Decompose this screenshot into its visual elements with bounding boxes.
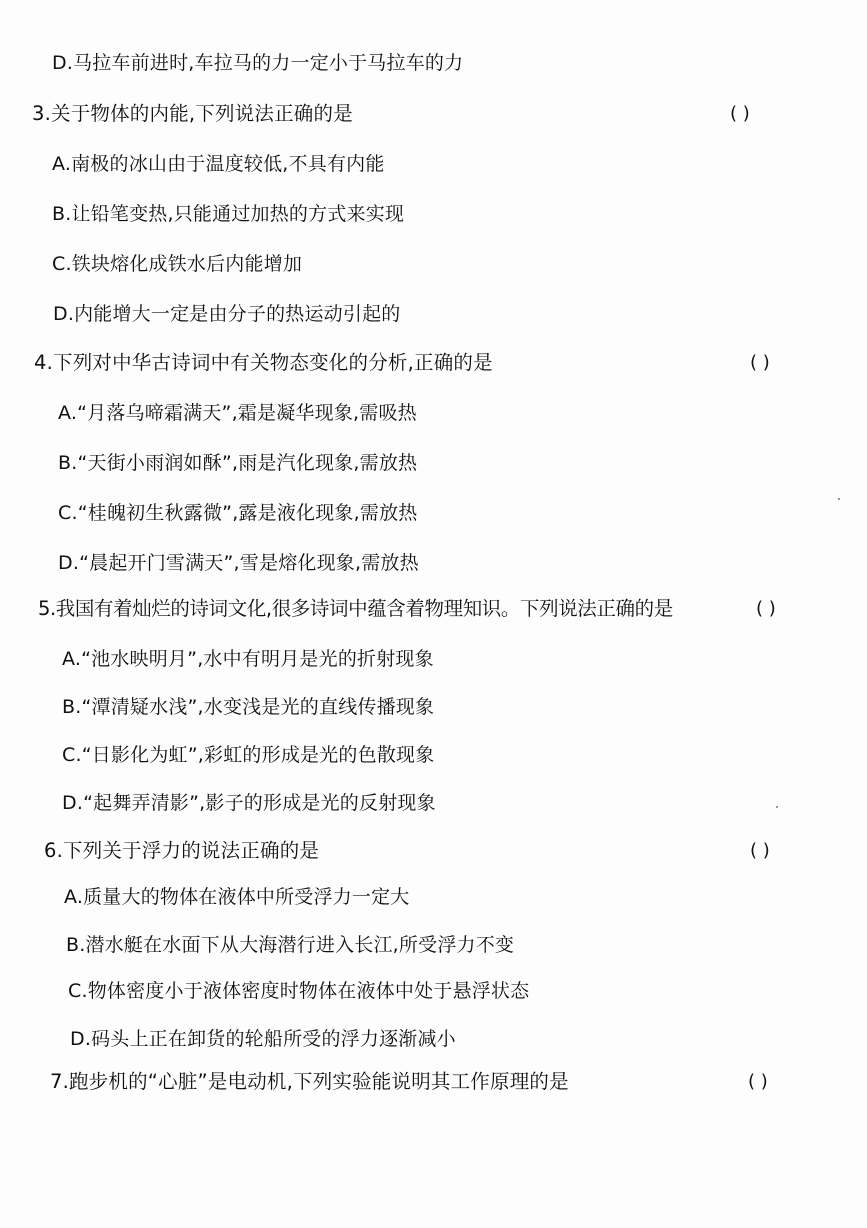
option-text: A.南极的冰山由于温度较低,不具有内能 <box>52 153 385 175</box>
question-text: 5.我国有着灿烂的诗词文化,很多诗词中蕴含着物理知识。下列说法正确的是 <box>38 597 673 620</box>
scan-speck <box>838 498 840 500</box>
option-text: D.码头上正在卸货的轮船所受的浮力逐渐减小 <box>70 1028 456 1050</box>
question-4-stem <box>0 348 867 378</box>
question-3-stem <box>0 99 867 129</box>
scan-speck <box>776 806 778 808</box>
option-text: B.潜水艇在水面下从大海潜行进入长江,所受浮力不变 <box>66 934 515 956</box>
question-text: 7.跑步机的“心脏”是电动机,下列实验能说明其工作原理的是 <box>50 1070 569 1093</box>
question-3-option-c <box>0 249 867 279</box>
answer-blank: ( ) <box>748 1071 768 1092</box>
option-text: A.“月落乌啼霜满天”,霜是凝华现象,需吸热 <box>58 402 417 424</box>
question-2-option-d <box>0 48 867 78</box>
question-4-option-b <box>0 448 867 478</box>
question-4-option-a <box>0 398 867 428</box>
question-3-option-d <box>0 299 867 329</box>
option-text: B.“天街小雨润如酥”,雨是汽化现象,需放热 <box>58 452 418 474</box>
question-4-option-d <box>0 548 867 578</box>
question-text: 6.下列关于浮力的说法正确的是 <box>44 839 320 862</box>
answer-blank: ( ) <box>750 352 770 373</box>
option-text: C.铁块熔化成铁水后内能增加 <box>52 253 303 275</box>
question-3-option-b <box>0 199 867 229</box>
question-7-stem <box>0 1067 867 1097</box>
question-5-option-b <box>0 692 867 722</box>
option-text: D.马拉车前进时,车拉马的力一定小于马拉车的力 <box>52 52 464 74</box>
question-6-option-d <box>0 1024 867 1054</box>
option-text: D.“起舞弄清影”,影子的形成是光的反射现象 <box>62 792 436 814</box>
option-text: C.物体密度小于液体密度时物体在液体中处于悬浮状态 <box>68 980 530 1002</box>
option-text: C.“桂魄初生秋露微”,露是液化现象,需放热 <box>58 502 418 524</box>
question-6-option-b <box>0 930 867 960</box>
question-6-option-c <box>0 976 867 1006</box>
option-text: A.质量大的物体在液体中所受浮力一定大 <box>64 886 410 908</box>
question-6-stem <box>0 836 867 866</box>
question-6-option-a <box>0 882 867 912</box>
answer-blank: ( ) <box>750 840 770 861</box>
option-text: B.让铅笔变热,只能通过加热的方式来实现 <box>52 203 405 225</box>
answer-blank: ( ) <box>756 598 776 619</box>
option-text: A.“池水映明月”,水中有明月是光的折射现象 <box>62 648 434 670</box>
question-5-option-a <box>0 644 867 674</box>
question-5-stem <box>0 594 867 624</box>
answer-blank: ( ) <box>730 103 750 124</box>
question-text: 4.下列对中华古诗词中有关物态变化的分析,正确的是 <box>34 351 493 374</box>
option-text: D.“晨起开门雪满天”,雪是熔化现象,需放热 <box>58 552 419 574</box>
question-5-option-d <box>0 788 867 818</box>
question-5-option-c <box>0 740 867 770</box>
option-text: D.内能增大一定是由分子的热运动引起的 <box>53 303 401 325</box>
question-3-option-a <box>0 149 867 179</box>
option-text: B.“潭清疑水浅”,水变浅是光的直线传播现象 <box>62 696 435 718</box>
option-text: C.“日影化为虹”,彩虹的形成是光的色散现象 <box>62 744 435 766</box>
question-4-option-c <box>0 498 867 528</box>
question-text: 3.关于物体的内能,下列说法正确的是 <box>32 102 353 125</box>
